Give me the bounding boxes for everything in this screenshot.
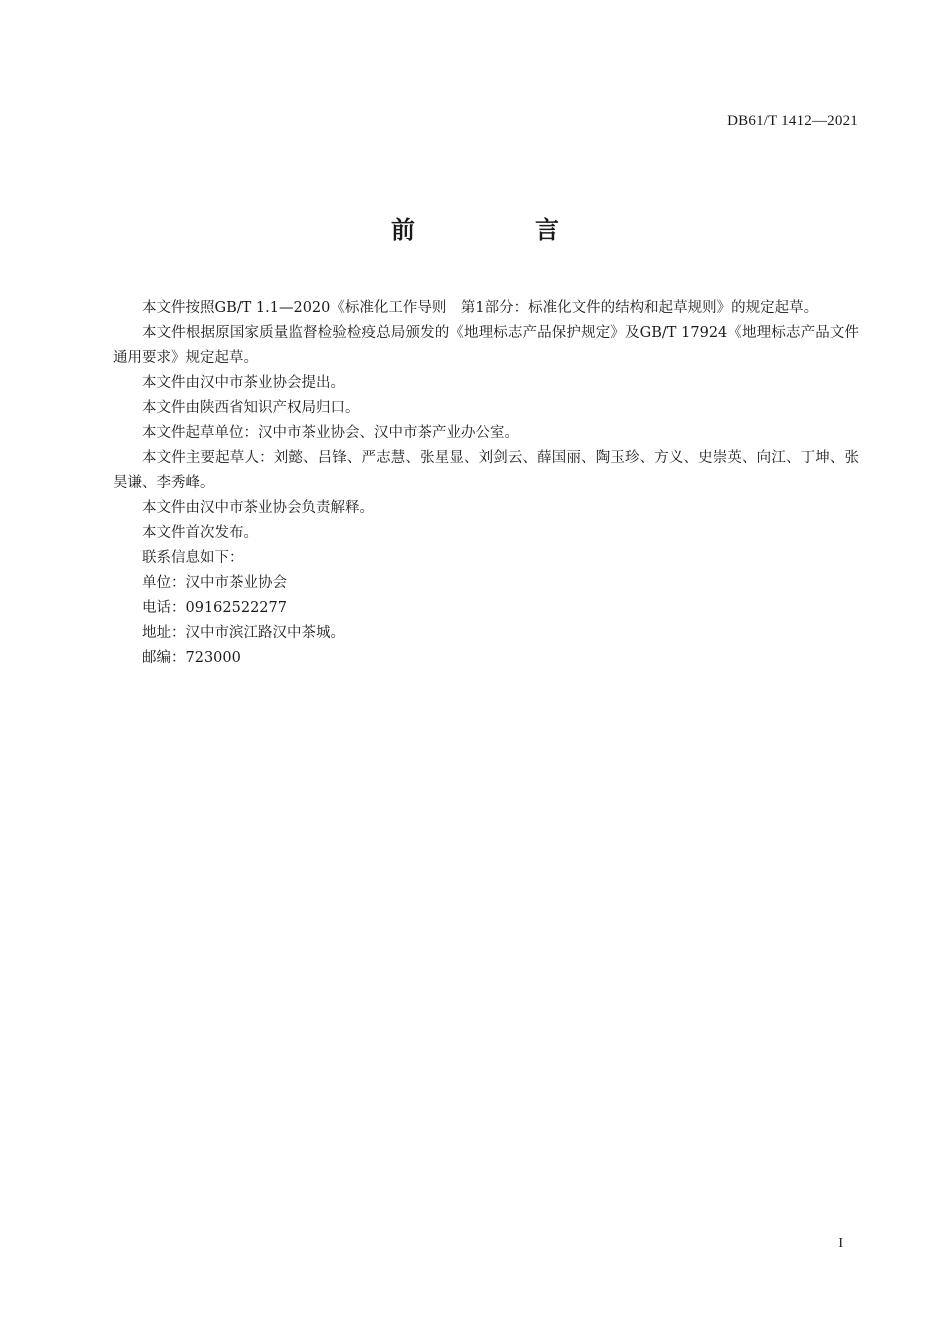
contact-phone: 电话：09162522277 (142, 600, 287, 616)
paragraph-proposer: 本文件由汉中市茶业协会提出。 (142, 375, 345, 391)
document-code: DB61/T 1412—2021 (727, 113, 858, 129)
paragraph-drafting-units: 本文件起草单位：汉中市茶业协会、汉中市茶产业办公室。 (142, 425, 519, 441)
contact-postcode: 邮编：723000 (142, 650, 241, 666)
paragraph-first-release: 本文件首次发布。 (142, 525, 258, 541)
paragraph-interpretation: 本文件由汉中市茶业协会负责解释。 (142, 500, 374, 516)
contact-address: 地址：汉中市滨江路汉中茶城。 (142, 625, 345, 641)
paragraph-contact-heading: 联系信息如下： (142, 550, 244, 566)
contact-unit: 单位：汉中市茶业协会 (142, 575, 287, 591)
paragraph-standard-basis: 本文件按照GB/T 1.1—2020《标准化工作导则 第1部分：标准化文件的结构和起草规则》的规定起草。 (142, 300, 819, 316)
page-number: I (838, 1236, 843, 1251)
paragraph-regulation-basis: 本文件根据原国家质量监督检验检疫总局颁发的《地理标志产品保护规定》及GB/T 17924《地理标志产品文件通用要求》规定起草。 (113, 325, 859, 366)
foreword-body (113, 296, 859, 671)
paragraph-drafters: 本文件主要起草人：刘懿、吕锋、严志慧、张星显、刘剑云、薛国丽、陶玉珍、方义、史崇英、向江、丁坤、张昊谦、李秀峰。 (113, 450, 859, 491)
paragraph-administrator: 本文件由陕西省知识产权局归口。 (142, 400, 360, 416)
page-title: 前 言 (391, 216, 607, 244)
